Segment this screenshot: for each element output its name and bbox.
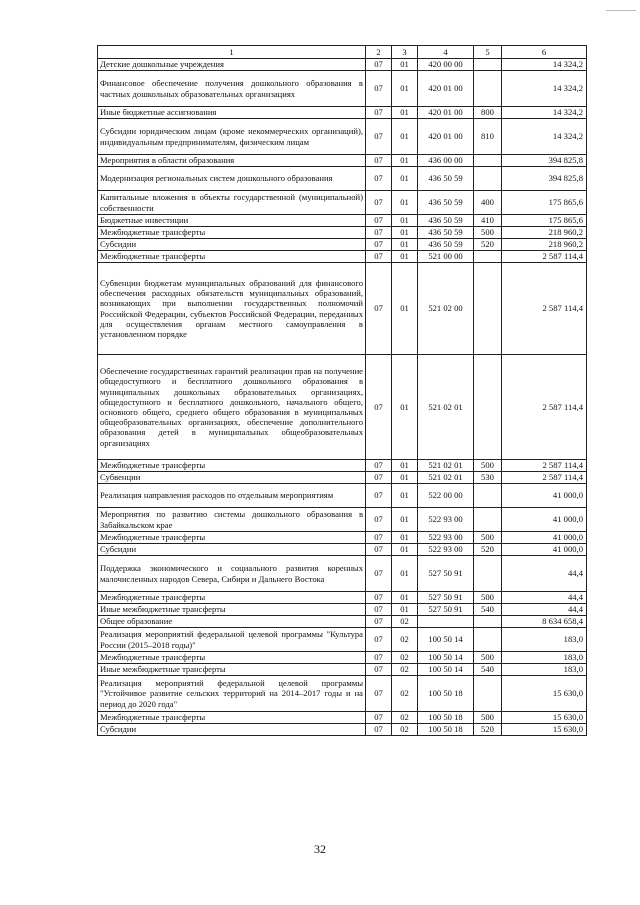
header-col-6: 6: [502, 46, 587, 59]
row-amount: 44,4: [502, 604, 587, 616]
table-row: [98, 616, 587, 628]
row-target-article: 100 50 14: [418, 652, 474, 664]
row-section: 07: [366, 251, 392, 263]
row-name: Межбюджетные трансферты: [98, 460, 366, 472]
row-target-article: 527 50 91: [418, 556, 474, 592]
row-name: Межбюджетные трансферты: [98, 712, 366, 724]
row-amount: 15 630,0: [502, 676, 587, 712]
row-name: Межбюджетные трансферты: [98, 227, 366, 239]
row-expense-type: 500: [474, 227, 502, 239]
row-expense-type: 800: [474, 107, 502, 119]
row-expense-type: 400: [474, 191, 502, 215]
row-amount: 44,4: [502, 556, 587, 592]
table-row: [98, 119, 587, 155]
row-amount: 218 960,2: [502, 239, 587, 251]
row-target-article: 436 50 59: [418, 167, 474, 191]
row-target-article: 527 50 91: [418, 592, 474, 604]
row-subsection: 01: [392, 251, 418, 263]
row-name: Межбюджетные трансферты: [98, 652, 366, 664]
row-section: 07: [366, 227, 392, 239]
row-amount: 394 825,8: [502, 155, 587, 167]
row-name: Мероприятия по развитию системы дошкольного образования в Забайкальском крае: [98, 508, 366, 532]
row-amount: 2 587 114,4: [502, 460, 587, 472]
row-expense-type: [474, 263, 502, 355]
row-subsection: 01: [392, 355, 418, 460]
table-row: [98, 604, 587, 616]
page-number: 32: [314, 842, 326, 856]
row-subsection: 01: [392, 227, 418, 239]
row-target-article: 521 02 01: [418, 472, 474, 484]
table-row: [98, 215, 587, 227]
row-name: Иные межбюджетные трансферты: [98, 664, 366, 676]
table-row: [98, 71, 587, 107]
row-amount: 15 630,0: [502, 712, 587, 724]
row-section: 07: [366, 724, 392, 736]
table-row: [98, 59, 587, 71]
row-subsection: 02: [392, 664, 418, 676]
corner-mark: [606, 0, 636, 11]
row-section: 07: [366, 616, 392, 628]
row-expense-type: 500: [474, 460, 502, 472]
row-expense-type: 530: [474, 472, 502, 484]
row-subsection: 02: [392, 616, 418, 628]
row-amount: 175 865,6: [502, 215, 587, 227]
row-amount: 2 587 114,4: [502, 355, 587, 460]
row-name: Субвенции: [98, 472, 366, 484]
row-subsection: 01: [392, 508, 418, 532]
row-subsection: 01: [392, 71, 418, 107]
table-row: [98, 508, 587, 532]
header-col-3: 3: [392, 46, 418, 59]
table-row: [98, 227, 587, 239]
row-expense-type: 520: [474, 544, 502, 556]
row-section: 07: [366, 167, 392, 191]
row-target-article: 436 50 59: [418, 227, 474, 239]
row-section: 07: [366, 712, 392, 724]
row-section: 07: [366, 263, 392, 355]
table-row: [98, 724, 587, 736]
row-name: Обеспечение государственных гарантий реализации прав на получение общедоступного и бесплатного дошкольного образования в муниципальных дошкольных образовательных организациях, общедоступного и бесплатного дошкольного, начального общего, основного общего, среднего общего образования в муниципальных общеобразовательных организациях, обеспечение дополнительного образования детей в муниципальных общеобразовательных организациях: [98, 355, 366, 460]
row-amount: 41 000,0: [502, 484, 587, 508]
row-target-article: 521 02 00: [418, 263, 474, 355]
table-row: [98, 544, 587, 556]
row-expense-type: 810: [474, 119, 502, 155]
row-name: Поддержка экономического и социального развития коренных малочисленных народов Севера, Сибири и Дальнего Востока: [98, 556, 366, 592]
row-target-article: 522 00 00: [418, 484, 474, 508]
row-subsection: 01: [392, 107, 418, 119]
row-section: 07: [366, 484, 392, 508]
row-subsection: 02: [392, 724, 418, 736]
row-section: 07: [366, 532, 392, 544]
row-target-article: 521 02 01: [418, 460, 474, 472]
header-col-5: 5: [474, 46, 502, 59]
row-target-article: 436 50 59: [418, 215, 474, 227]
row-target-article: 100 50 18: [418, 712, 474, 724]
row-subsection: 01: [392, 592, 418, 604]
row-name: Общее образование: [98, 616, 366, 628]
table-row: [98, 191, 587, 215]
row-section: 07: [366, 676, 392, 712]
row-expense-type: 500: [474, 592, 502, 604]
table-row: [98, 263, 587, 355]
row-target-article: 420 01 00: [418, 71, 474, 107]
row-subsection: 01: [392, 59, 418, 71]
row-expense-type: 500: [474, 652, 502, 664]
row-amount: 183,0: [502, 652, 587, 664]
row-section: 07: [366, 355, 392, 460]
row-section: 07: [366, 191, 392, 215]
table-row: [98, 628, 587, 652]
row-amount: 2 587 114,4: [502, 472, 587, 484]
row-expense-type: [474, 355, 502, 460]
row-amount: 2 587 114,4: [502, 251, 587, 263]
row-expense-type: [474, 556, 502, 592]
row-amount: 41 000,0: [502, 532, 587, 544]
row-amount: 44,4: [502, 592, 587, 604]
row-target-article: 436 50 59: [418, 191, 474, 215]
row-target-article: 100 50 14: [418, 628, 474, 652]
row-amount: 8 634 658,4: [502, 616, 587, 628]
row-name: Модернизация региональных систем дошкольного образования: [98, 167, 366, 191]
row-section: 07: [366, 472, 392, 484]
row-amount: 183,0: [502, 628, 587, 652]
row-subsection: 01: [392, 155, 418, 167]
row-expense-type: 540: [474, 664, 502, 676]
row-target-article: 522 93 00: [418, 532, 474, 544]
row-section: 07: [366, 215, 392, 227]
row-subsection: 01: [392, 544, 418, 556]
row-subsection: 01: [392, 119, 418, 155]
row-section: 07: [366, 239, 392, 251]
row-subsection: 01: [392, 167, 418, 191]
row-target-article: 521 00 00: [418, 251, 474, 263]
table-row: [98, 592, 587, 604]
row-name: Реализация направления расходов по отдельным мероприятиям: [98, 484, 366, 508]
row-target-article: 522 93 00: [418, 544, 474, 556]
budget-table: [97, 45, 587, 736]
row-subsection: 01: [392, 484, 418, 508]
row-expense-type: [474, 676, 502, 712]
row-subsection: 02: [392, 712, 418, 724]
row-target-article: 527 50 91: [418, 604, 474, 616]
table-row: [98, 472, 587, 484]
row-section: 07: [366, 664, 392, 676]
row-name: Межбюджетные трансферты: [98, 251, 366, 263]
row-target-article: 521 02 01: [418, 355, 474, 460]
table-row: [98, 664, 587, 676]
table-row: [98, 355, 587, 460]
row-section: 07: [366, 556, 392, 592]
row-target-article: 420 01 00: [418, 119, 474, 155]
row-expense-type: 540: [474, 604, 502, 616]
row-name: Детские дошкольные учреждения: [98, 59, 366, 71]
table-row: [98, 167, 587, 191]
row-amount: 41 000,0: [502, 508, 587, 532]
table-row: [98, 239, 587, 251]
row-section: 07: [366, 460, 392, 472]
table-row: [98, 107, 587, 119]
row-target-article: 522 93 00: [418, 508, 474, 532]
row-name: Реализация мероприятий федеральной целевой программы "Устойчивое развитие сельских территорий на 2014–2017 годы и на период до 2020 года": [98, 676, 366, 712]
row-target-article: 436 00 00: [418, 155, 474, 167]
row-subsection: 02: [392, 676, 418, 712]
row-name: Межбюджетные трансферты: [98, 532, 366, 544]
row-name: Иные межбюджетные трансферты: [98, 604, 366, 616]
row-target-article: 100 50 18: [418, 676, 474, 712]
header-col-2: 2: [366, 46, 392, 59]
row-name: Капитальные вложения в объекты государственной (муниципальной) собственности: [98, 191, 366, 215]
row-name: Субсидии: [98, 724, 366, 736]
row-section: 07: [366, 508, 392, 532]
table-row: [98, 532, 587, 544]
row-name: Мероприятия в области образования: [98, 155, 366, 167]
header-col-4: 4: [418, 46, 474, 59]
row-section: 07: [366, 604, 392, 616]
row-subsection: 01: [392, 556, 418, 592]
row-name: Иные бюджетные ассигнования: [98, 107, 366, 119]
table-row: [98, 251, 587, 263]
row-subsection: 02: [392, 628, 418, 652]
row-section: 07: [366, 155, 392, 167]
row-expense-type: 520: [474, 724, 502, 736]
row-name: Межбюджетные трансферты: [98, 592, 366, 604]
row-target-article: [418, 616, 474, 628]
row-amount: 2 587 114,4: [502, 263, 587, 355]
row-subsection: 01: [392, 239, 418, 251]
row-target-article: 100 50 14: [418, 664, 474, 676]
row-expense-type: [474, 71, 502, 107]
row-expense-type: [474, 508, 502, 532]
row-expense-type: [474, 616, 502, 628]
row-amount: 14 324,2: [502, 119, 587, 155]
row-expense-type: [474, 251, 502, 263]
table-row: [98, 676, 587, 712]
row-amount: 41 000,0: [502, 544, 587, 556]
row-section: 07: [366, 59, 392, 71]
row-target-article: 420 01 00: [418, 107, 474, 119]
table-row: [98, 556, 587, 592]
row-name: Субсидии: [98, 544, 366, 556]
row-section: 07: [366, 544, 392, 556]
table-header-row: [98, 46, 587, 59]
row-target-article: 420 00 00: [418, 59, 474, 71]
table-row: [98, 155, 587, 167]
row-target-article: 436 50 59: [418, 239, 474, 251]
row-subsection: 01: [392, 460, 418, 472]
row-section: 07: [366, 119, 392, 155]
row-subsection: 01: [392, 215, 418, 227]
row-section: 07: [366, 652, 392, 664]
row-subsection: 01: [392, 532, 418, 544]
row-target-article: 100 50 18: [418, 724, 474, 736]
row-name: Субвенции бюджетам муниципальных образований для финансового обеспечения расходных обязательств муниципальных образований, возникающих при выполнении государственных полномочий Российской Федерации, субъектов Российской Федерации, переданных для осуществления органам местного самоуправления в установленном порядке: [98, 263, 366, 355]
row-section: 07: [366, 107, 392, 119]
row-name: Бюджетные инвестиции: [98, 215, 366, 227]
row-amount: 175 865,6: [502, 191, 587, 215]
table-row: [98, 652, 587, 664]
table-row: [98, 460, 587, 472]
row-expense-type: 500: [474, 532, 502, 544]
row-amount: 14 324,2: [502, 107, 587, 119]
header-col-1: 1: [98, 46, 366, 59]
row-subsection: 01: [392, 472, 418, 484]
row-amount: 394 825,8: [502, 167, 587, 191]
row-subsection: 01: [392, 604, 418, 616]
row-section: 07: [366, 592, 392, 604]
row-subsection: 02: [392, 652, 418, 664]
row-subsection: 01: [392, 191, 418, 215]
row-expense-type: [474, 167, 502, 191]
row-amount: 183,0: [502, 664, 587, 676]
row-expense-type: 520: [474, 239, 502, 251]
row-name: Реализация мероприятий федеральной целевой программы "Культура России (2015–2018 годы)": [98, 628, 366, 652]
row-expense-type: 500: [474, 712, 502, 724]
row-expense-type: [474, 628, 502, 652]
row-name: Субсидии юридическим лицам (кроме некоммерческих организаций), индивидуальным предпринимателям, физическим лицам: [98, 119, 366, 155]
row-amount: 14 324,2: [502, 59, 587, 71]
table-row: [98, 484, 587, 508]
row-expense-type: [474, 59, 502, 71]
row-expense-type: [474, 484, 502, 508]
row-name: Субсидии: [98, 239, 366, 251]
row-subsection: 01: [392, 263, 418, 355]
table-row: [98, 712, 587, 724]
row-name: Финансовое обеспечение получения дошкольного образования в частных дошкольных образовательных организациях: [98, 71, 366, 107]
row-amount: 14 324,2: [502, 71, 587, 107]
row-section: 07: [366, 71, 392, 107]
row-amount: 15 630,0: [502, 724, 587, 736]
row-amount: 218 960,2: [502, 227, 587, 239]
row-expense-type: 410: [474, 215, 502, 227]
row-expense-type: [474, 155, 502, 167]
row-section: 07: [366, 628, 392, 652]
